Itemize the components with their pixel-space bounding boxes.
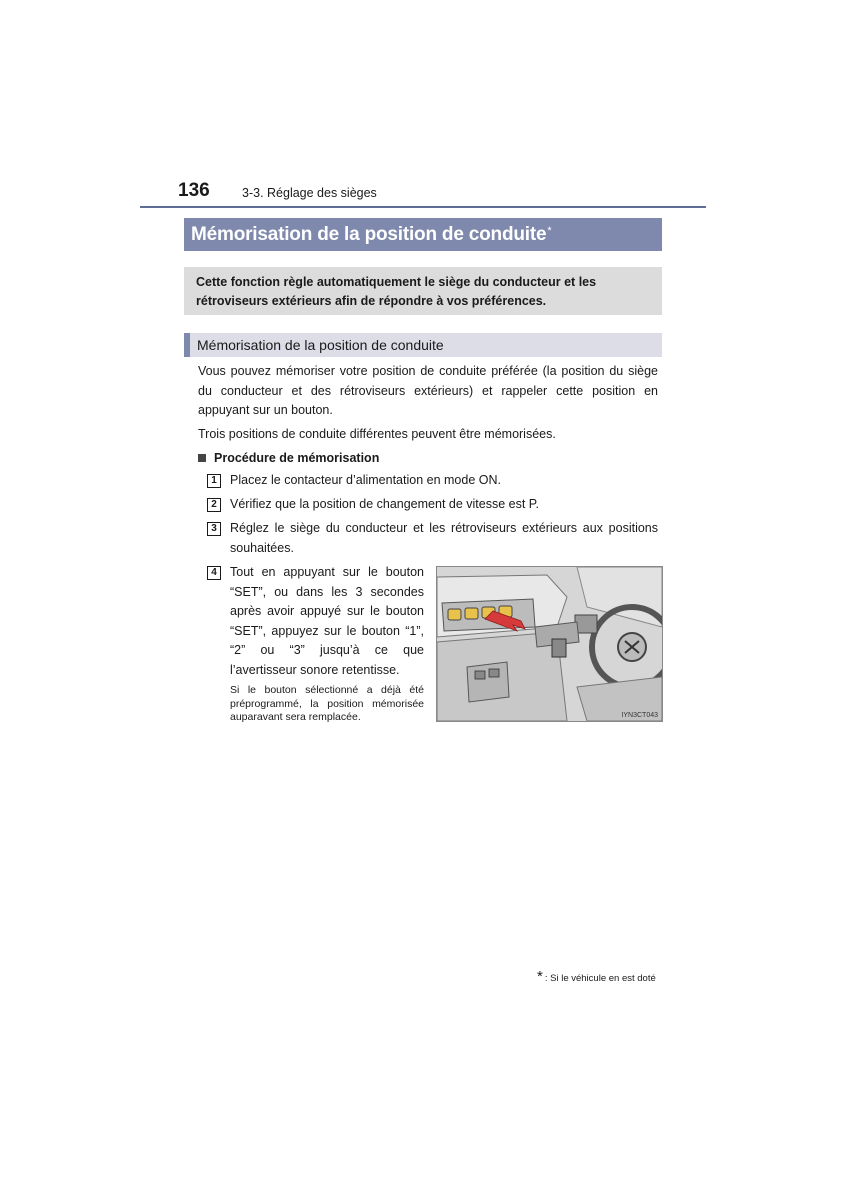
step-text: Placez le contacteur d’alimentation en mode ON.	[230, 473, 501, 487]
square-bullet-icon	[198, 454, 206, 462]
section-reference: 3-3. Réglage des sièges	[242, 186, 377, 200]
step-text: Vérifiez que la position de changement de vitesse est P.	[230, 497, 539, 511]
step-number: 4	[207, 566, 221, 580]
paragraph-2: Trois positions de conduite différentes peuvent être mémorisées.	[198, 427, 556, 441]
footnote	[537, 968, 656, 985]
procedure-heading	[198, 449, 379, 467]
step-text: Tout en appuyant sur le bouton “SET”, ou dans les 3 secondes après avoir appuyé sur le bouton “SET”, appuyez sur le bouton “1”, “2” ou “3” jusqu’à ce que l’avertisseur sonore retentisse.	[230, 565, 424, 677]
page-title: Mémorisation de la position de conduite	[191, 223, 547, 245]
procedure-title: Procédure de mémorisation	[214, 451, 380, 465]
header-rule	[140, 206, 706, 208]
step-3	[207, 519, 658, 558]
page-number: 136	[178, 180, 210, 201]
paragraph-1: Vous pouvez mémoriser votre position de conduite préférée (la position du siège du conducteur et des rétroviseurs extérieurs) et rappeler cette position en appuyant sur un bouton.	[198, 364, 658, 417]
step-1	[207, 471, 650, 491]
illustration-code: IYN3CT043	[621, 712, 658, 719]
step-text: Réglez le siège du conducteur et les rétroviseurs extérieurs aux positions souhaitées.	[230, 521, 658, 555]
step-note: Si le bouton sélectionné a déjà été préprogrammé, la position mémorisée auparavant sera remplacée.	[230, 684, 424, 723]
footnote-asterisk: *	[537, 968, 543, 985]
title-asterisk: *	[547, 224, 552, 237]
memory-button-illustration	[436, 566, 663, 722]
title-bar	[184, 218, 662, 251]
intro-box: Cette fonction règle automatiquement le siège du conducteur et les rétroviseurs extérieurs afin de répondre à vos préférences.	[184, 267, 662, 315]
step-number: 2	[207, 498, 221, 512]
subsection-bar	[184, 333, 662, 357]
step-4	[207, 563, 424, 680]
door-panel-drawing	[437, 567, 662, 721]
subsection-title: Mémorisation de la position de conduite	[197, 337, 444, 353]
footnote-text: : Si le véhicule en est doté	[544, 973, 656, 984]
step-number: 3	[207, 522, 221, 536]
step-number: 1	[207, 474, 221, 488]
step-2	[207, 495, 650, 515]
